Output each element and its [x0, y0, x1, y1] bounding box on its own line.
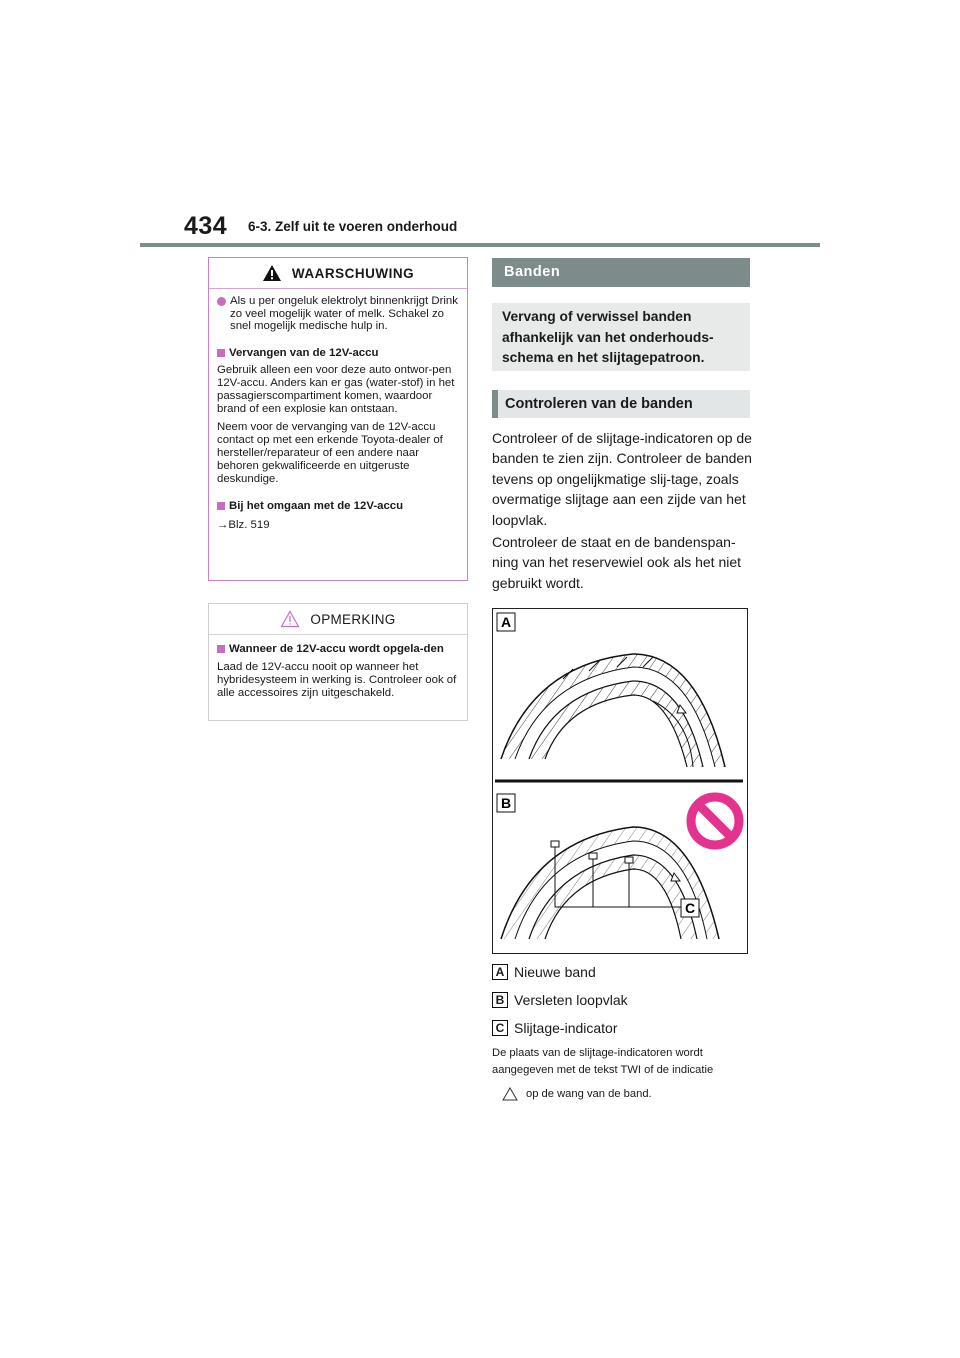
warning-heading-row	[217, 347, 459, 360]
legend-text: Nieuwe band	[514, 964, 596, 980]
bullet-dot-icon	[217, 297, 226, 306]
legend-key: C	[492, 1020, 508, 1036]
caution-triangle-icon	[280, 610, 300, 628]
legend-text: Slijtage-indicator	[514, 1020, 618, 1036]
header-rule	[140, 243, 820, 247]
warning-heading-handling: Bij het omgaan met de 12V-accu	[229, 500, 404, 513]
warning-triangle-icon	[262, 264, 282, 282]
legend-key: A	[492, 964, 508, 980]
figure-label-c: C	[684, 900, 696, 916]
bullet-square-icon	[217, 349, 225, 357]
legend-item	[492, 1020, 618, 1036]
tire-illustration	[493, 609, 747, 953]
legend-key: B	[492, 992, 508, 1008]
twi-triangle-icon	[502, 1087, 518, 1101]
new-tire-drawing	[501, 654, 725, 767]
caption-text: op de wang van de band.	[526, 1088, 652, 1100]
caption-text: De plaats van de slijtage-indicatoren wordt aangegeven met de tekst TWI of de indicatie	[492, 1047, 714, 1076]
worn-tire-drawing	[501, 827, 719, 939]
note-paragraph: Laad de 12V-accu nooit op wanneer het hybridesysteem in werking is. Controleer ook of alle accessoires zijn uitgeschakeld.	[217, 660, 457, 699]
section-title: 6-3. Zelf uit te voeren onderhoud	[248, 219, 458, 234]
tire-figure	[492, 608, 748, 954]
page-reference: →Blz. 519	[217, 518, 270, 531]
warning-item	[217, 295, 459, 333]
note-title: OPMERKING	[310, 611, 396, 627]
note-heading-row	[217, 643, 459, 656]
figure-label-b: B	[500, 795, 512, 811]
page-number: 434	[184, 212, 228, 240]
note-header	[209, 604, 467, 635]
page-header	[0, 0, 960, 250]
legend-text: Versleten loopvlak	[514, 992, 628, 1008]
intro-box: Vervang of verwissel banden afhankelijk van het onderhouds-schema en het slijtagepatroon.	[492, 303, 750, 371]
warning-item-text: Als u per ongeluk elektrolyt binnenkrijgt Drink zo veel mogelijk water of melk. Schakel zo snel mogelijk medische hulp in.	[230, 295, 458, 333]
body-paragraph: Controleer of de slijtage-indicatoren op de banden te zien zijn. Controleer de banden tevens op ongelijkmatige slij-tage, zoals overmatige slijtage aan een zijde van het loopvlak.	[492, 430, 752, 528]
caption-row	[492, 1086, 754, 1103]
section-bar: Banden	[492, 258, 750, 287]
body-paragraph: Controleer de staat en de bandenspan-ning van het reservewiel ook als het niet gebruikt wordt.	[492, 534, 742, 591]
legend-item	[492, 992, 628, 1008]
warning-heading-row	[217, 500, 459, 513]
note-heading: Wanneer de 12V-accu wordt opgela-den	[229, 643, 444, 655]
bullet-square-icon	[217, 502, 225, 510]
figure-label-a: A	[500, 614, 512, 630]
subheading-bar: Controleren van de banden	[492, 390, 750, 418]
warning-paragraph: Gebruik alleen een voor deze auto ontwor-pen 12V-accu. Anders kan er gas (water-stof) in het passagierscompartiment komen, waardoor brand of een explosie kan ontstaan.	[217, 364, 455, 416]
bullet-square-icon	[217, 645, 225, 653]
warning-heading-replace: Vervangen van de 12V-accu	[229, 346, 379, 359]
legend-item	[492, 964, 596, 980]
prohibited-icon	[691, 797, 739, 845]
warning-header	[209, 258, 467, 289]
warning-paragraph: Neem voor de vervanging van de 12V-accu contact op met een erkende Toyota-dealer of hersteller/reparateur of een andere naar behoren gekwalificeerde en uitgeruste deskundige.	[217, 421, 443, 486]
warning-title: WAARSCHUWING	[291, 265, 415, 281]
note-box	[208, 603, 468, 721]
warning-box	[208, 257, 468, 581]
